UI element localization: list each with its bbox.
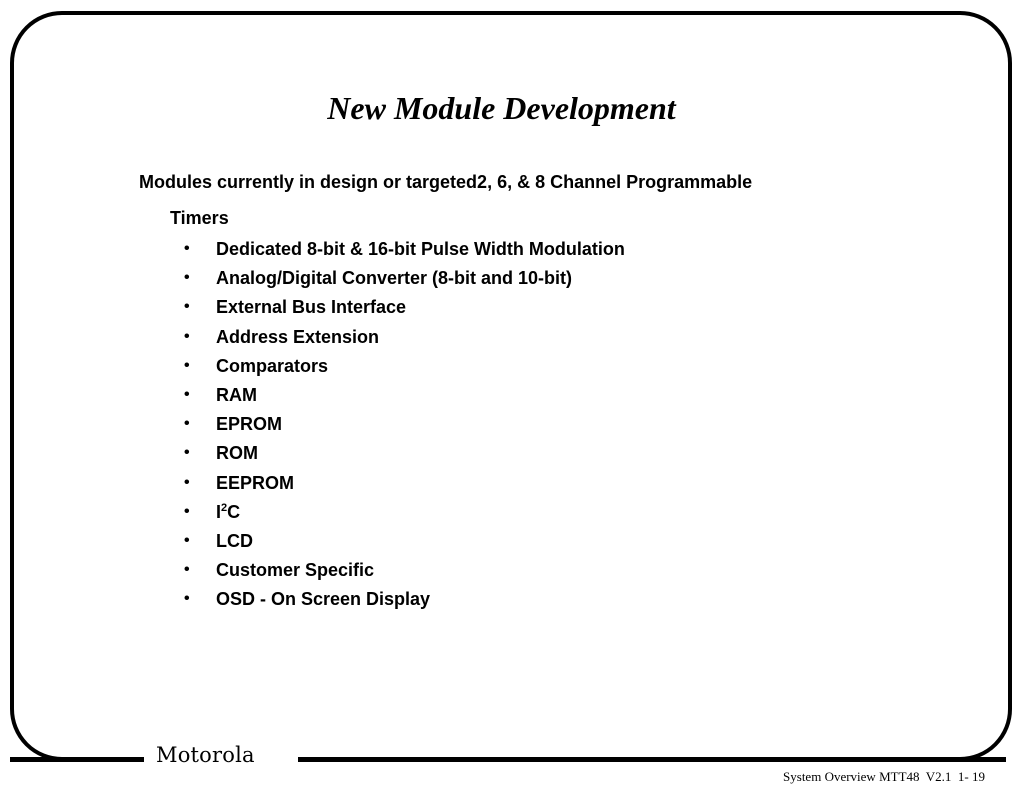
- bullet-icon: •: [184, 356, 190, 374]
- list-item-label: Analog/Digital Converter (8-bit and 10-bit): [216, 268, 573, 289]
- footer-info: System Overview MTT48 V2.1 1- 19: [783, 769, 985, 784]
- list-item-label: EEPROM: [216, 472, 295, 493]
- intro-text-continued: Timers: [170, 208, 229, 228]
- brand-logo: Motorola: [156, 743, 255, 767]
- bullet-icon: •: [184, 531, 190, 549]
- list-item-label: RAM: [216, 384, 257, 405]
- bullet-icon: •: [184, 473, 190, 491]
- bullet-icon: •: [184, 444, 190, 462]
- list-item-label: Comparators: [216, 355, 329, 376]
- list-item-label: [216, 501, 240, 523]
- page-title: New Module Development: [327, 90, 676, 126]
- i2c-base: I: [216, 501, 222, 522]
- list-item-label: Address Extension: [216, 326, 380, 347]
- footer-rule-left: [10, 757, 144, 762]
- bullet-icon: •: [184, 327, 190, 345]
- bullet-icon: •: [184, 415, 190, 433]
- bullet-icon: •: [184, 269, 190, 287]
- i2c-tail: C: [227, 501, 241, 522]
- list-item-label: LCD: [216, 530, 253, 551]
- list-item-label: Customer Specific: [216, 560, 375, 581]
- list-item-label: EPROM: [216, 414, 283, 435]
- footer-rule-right: [298, 757, 1006, 762]
- bullet-icon: •: [184, 298, 190, 316]
- list-item-label: External Bus Interface: [216, 297, 407, 318]
- bullet-icon: •: [184, 561, 190, 579]
- intro-text: Modules currently in design or targeted2, 6, & 8 Channel Programmable: [139, 172, 753, 192]
- list-item-label: Dedicated 8-bit & 16-bit Pulse Width Modulation: [216, 239, 625, 259]
- i2c-superscript: 2: [221, 501, 228, 514]
- list-item-label: OSD - On Screen Display: [216, 589, 431, 610]
- bullet-icon: •: [184, 502, 190, 520]
- bullet-icon: •: [184, 590, 190, 608]
- bullet-icon: •: [184, 385, 190, 403]
- bullet-icon: •: [184, 240, 190, 257]
- list-item-label: ROM: [216, 443, 258, 464]
